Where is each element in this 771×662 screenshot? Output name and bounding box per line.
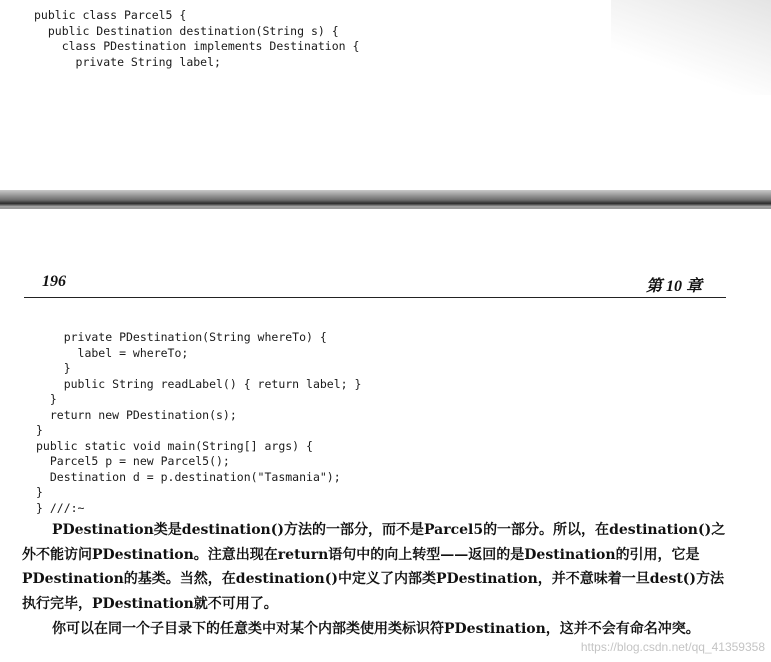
- text-run: return: [277, 546, 329, 563]
- text-run: 类是: [153, 522, 182, 538]
- text-run: 你可以在同一个子目录下的任意类中对某个内部类使用类标识符: [52, 621, 444, 637]
- text-run: PDestination: [22, 571, 124, 587]
- chapter-label: 第 10 章: [645, 278, 702, 295]
- code-line: }: [36, 485, 43, 499]
- code-line: public static void main(String[] args) {: [36, 438, 313, 453]
- text-run: 的基类。当然，在: [123, 571, 236, 587]
- code-line: Parcel5 p = new Parcel5();: [36, 454, 230, 468]
- code-line: }: [36, 423, 43, 437]
- text-run: 就不可用了。: [193, 595, 278, 612]
- code-block-main: [36, 330, 361, 516]
- code-line: public class Parcel5 {: [34, 8, 187, 22]
- code-line: Destination d = p.destination("Tasmania");: [36, 469, 341, 484]
- page-number: 196: [42, 273, 66, 290]
- code-line: private PDestination(String whereTo) {: [36, 330, 327, 344]
- page-break-edge: [0, 207, 771, 209]
- page-break-shadow: [0, 190, 771, 208]
- body-paragraph-1: [22, 518, 728, 616]
- text-run: PDestination: [92, 546, 194, 563]
- text-run: 的引用，它是: [615, 546, 700, 563]
- text-run: 的一部分。所以，在: [483, 522, 610, 538]
- text-run: ，这并不会有命名冲突。: [545, 621, 700, 637]
- page-header: [24, 271, 726, 298]
- text-run: dest(): [649, 571, 697, 587]
- code-line: private String label;: [34, 54, 221, 69]
- text-run: PDestination: [52, 522, 154, 538]
- text-run: PDestination: [92, 595, 194, 612]
- code-line: public Destination destination(String s) {: [34, 23, 339, 38]
- text-run: PDestination: [435, 571, 538, 587]
- text-run: Parcel5: [423, 522, 484, 538]
- text-run: destination(): [235, 571, 338, 587]
- code-block-top: [34, 8, 359, 70]
- text-run: 语句中的向上转型——返回的是: [328, 546, 525, 563]
- code-line: } ///:~: [36, 500, 85, 515]
- text-run: Destination: [524, 546, 616, 563]
- code-line: }: [36, 392, 57, 406]
- text-run: destination(): [609, 522, 712, 538]
- page-corner-shadow: [611, 0, 771, 95]
- watermark: https://blog.csdn.net/qq_41359358: [580, 640, 765, 654]
- text-run: 方法执行完毕，: [22, 571, 725, 612]
- text-run: 之外不能访问: [22, 522, 726, 563]
- text-run: ，并不意味着一旦: [537, 571, 650, 587]
- text-run: 中定义了内部类: [337, 571, 436, 587]
- code-line: public String readLabel() { return label; }: [36, 376, 362, 391]
- code-line: label = whereTo;: [36, 345, 189, 360]
- code-line: return new PDestination(s);: [36, 407, 237, 422]
- text-run: PDestination: [444, 621, 546, 637]
- code-line: class PDestination implements Destination {: [34, 39, 360, 53]
- text-run: 。注意出现在: [193, 546, 278, 563]
- body-paragraph-2: [22, 617, 728, 642]
- text-run: destination(): [181, 522, 284, 538]
- code-line: }: [36, 361, 71, 375]
- text-run: 方法的一部分，而不是: [283, 522, 424, 538]
